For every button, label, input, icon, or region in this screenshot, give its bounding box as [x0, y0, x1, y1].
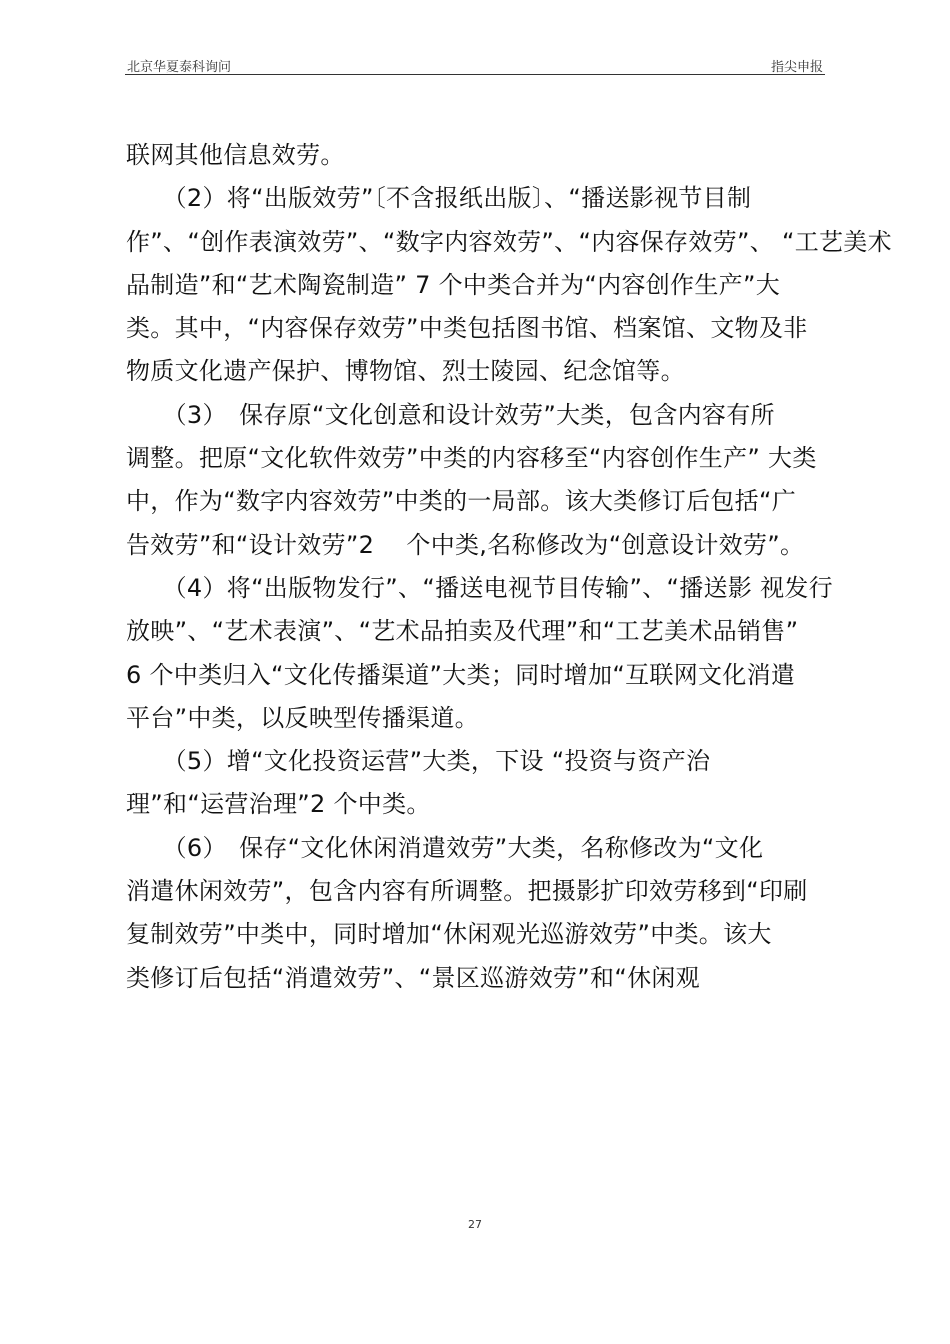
header-right-title: 指尖申报 — [770, 60, 823, 75]
body-line: 复制效劳”中类中，同时增加“休闲观光巡游效劳”中类。该大 — [126, 920, 772, 949]
body-line: 类。其中，“内容保存效劳”中类包括图书馆、档案馆、文物及非 — [126, 314, 808, 343]
header-company-name: 北京华夏泰科询问 — [127, 60, 232, 75]
page-number: 27 — [468, 1218, 482, 1231]
body-line: 物质文化遗产保护、博物馆、烈士陵园、纪念馆等。 — [126, 357, 685, 386]
body-line: 平台”中类，以反映型传播渠道。 — [126, 703, 479, 732]
body-line: 告效劳”和“设计效劳”2 个中类,名称修改为“创意设计效劳”。 — [126, 530, 805, 559]
body-line: （6） 保存“文化休闲消遣效劳”大类，名称修改为“文化 — [126, 833, 764, 862]
body-line: 理”和“运营治理”2 个中类。 — [126, 790, 431, 819]
body-line: （3） 保存原“文化创意和设计效劳”大类，包含内容有所 — [126, 400, 775, 429]
body-line: 调整。把原“文化软件效劳”中类的内容移至“内容创作生产” 大类 — [126, 444, 817, 473]
body-line: 中，作为“数字内容效劳”中类的一局部。该大类修订后包括“广 — [126, 487, 796, 516]
body-line: （5）增“文化投资运营”大类，下设 “投资与资产治 — [126, 747, 711, 776]
body-line: （2）将“出版效劳”〔不含报纸出版〕、“播送影视节目制 — [126, 184, 752, 213]
body-line: 类修订后包括“消遣效劳”、“景区巡游效劳”和“休闲观 — [126, 963, 700, 992]
document-body — [126, 134, 892, 1000]
body-line: 品制造”和“艺术陶瓷制造” 7 个中类合并为“内容创作生产”大 — [126, 270, 780, 299]
page-header — [125, 54, 825, 75]
body-line: （4）将“出版物发行”、“播送电视节目传输”、“播送影 视发行 — [126, 573, 833, 602]
body-line: 作”、“创作表演效劳”、“数字内容效劳”、“内容保存效劳”、 “工艺美术 — [126, 227, 892, 256]
body-line: 消遣休闲效劳”，包含内容有所调整。把摄影扩印效劳移到“印刷 — [126, 877, 808, 906]
body-line: 放映”、“艺术表演”、“艺术品拍卖及代理”和“工艺美术品销售” — [126, 617, 799, 646]
body-line: 联网其他信息效劳。 — [126, 141, 345, 169]
body-line: 6 个中类归入“文化传播渠道”大类；同时增加“互联网文化消遣 — [126, 660, 796, 689]
